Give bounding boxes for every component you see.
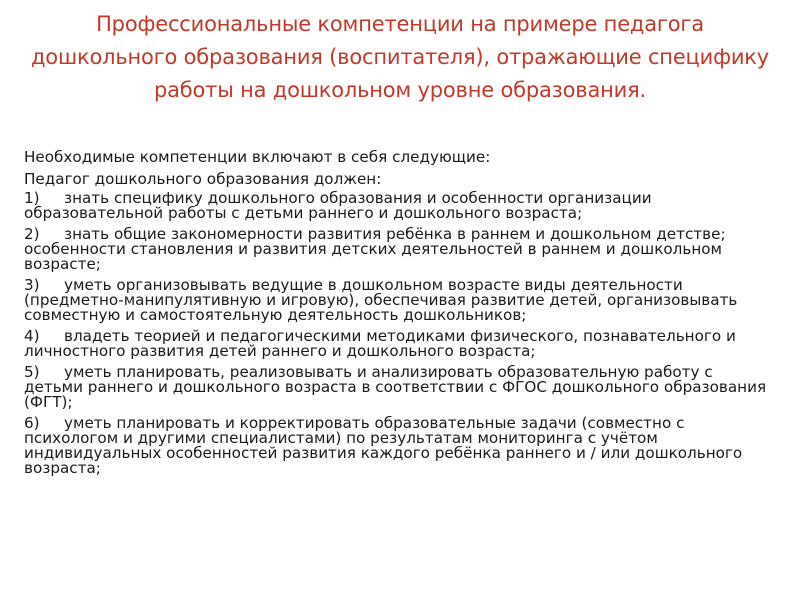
list-item: [24, 191, 774, 221]
item-text: уметь организовывать ведущие в дошкольном возрасте виды деятельности (предметно-манипулятивную и игровую), обеспечивая развитие детей, организовывать совместную и самостоятельную деятельность дошкольников;: [24, 276, 738, 324]
item-text: знать специфику дошкольного образования и особенности организации образовательной работы с детьми раннего и дошкольного возраста;: [24, 189, 652, 222]
list-item: [24, 278, 774, 323]
list-item: [24, 365, 774, 410]
intro-line-2: Педагог дошкольного образования должен:: [24, 170, 382, 188]
intro-line-1: Необходимые компетенции включают в себя следующие:: [24, 148, 491, 166]
competency-list: [24, 191, 774, 476]
item-number: 6): [24, 414, 40, 432]
item-number: 2): [24, 225, 40, 243]
list-item: [24, 329, 774, 359]
slide-body: [24, 147, 774, 476]
item-text: владеть теорией и педагогическими методиками физического, познавательного и личностного развития детей раннего и дошкольного возраста;: [24, 327, 736, 360]
item-text: уметь планировать, реализовывать и анализировать образовательную работу с детьми раннего и дошкольного возраста в соответствии с ФГОС дошкольного образования (ФГТ);: [24, 363, 767, 411]
item-number: 3): [24, 276, 40, 294]
item-text: уметь планировать и корректировать образовательные задачи (совместно с психологом и другими специалистами) по результатам мониторинга с учётом индивидуальных особенностей развития каждого ребёнка раннего и / или дошкольного возраста;: [24, 414, 743, 477]
list-item: [24, 416, 774, 476]
item-text: знать общие закономерности развития ребёнка в раннем и дошкольном детстве; особенности становления и развития детских деятельностей в раннем и дошкольном возрасте;: [24, 225, 726, 273]
item-number: 5): [24, 363, 40, 381]
item-number: 1): [24, 189, 40, 207]
slide-title: Профессиональные компетенции на примере педагога дошкольного образования (воспитателя), отражающие специфику работы на дошкольном уровне образования.: [30, 12, 769, 102]
list-item: [24, 227, 774, 272]
item-number: 4): [24, 327, 40, 345]
